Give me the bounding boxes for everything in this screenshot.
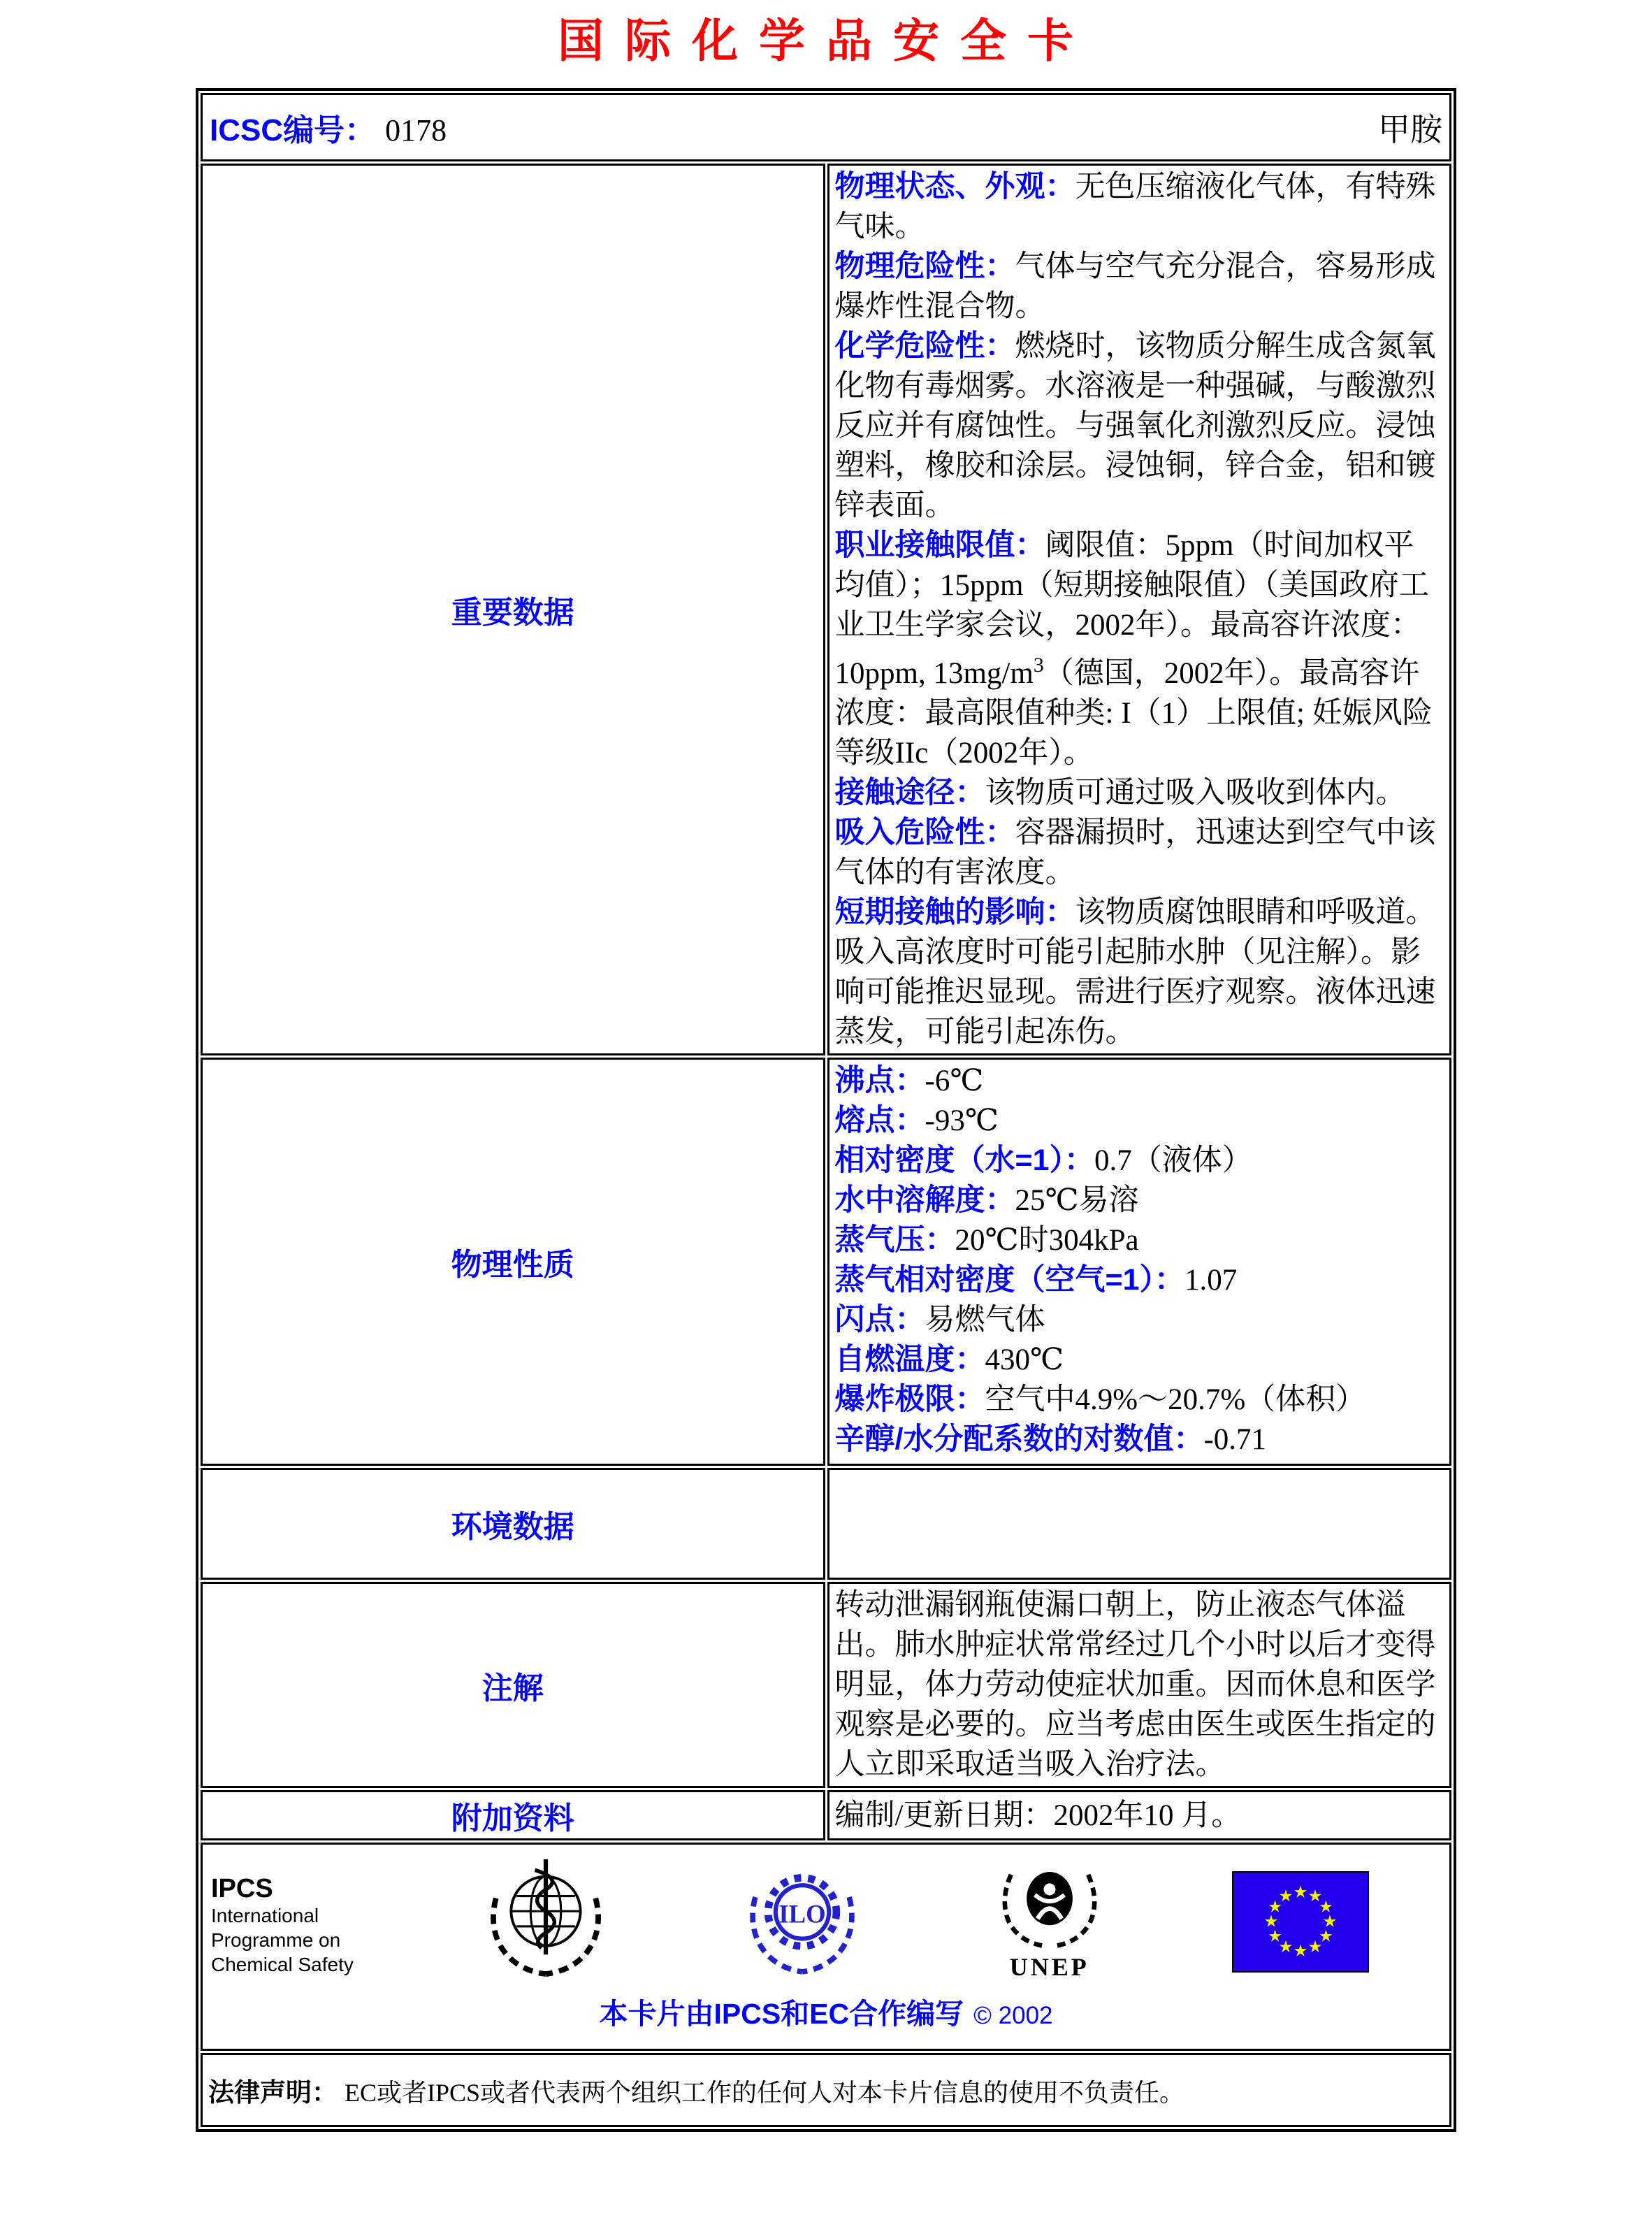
ipcs-subtitle-line: International [211,1905,319,1926]
property-label: 爆炸极限： [834,1383,985,1416]
who-logo-icon [481,1854,611,1979]
property-value: -0.71 [1203,1423,1267,1456]
section-label-additional-info: 附加资料 [201,1790,825,1840]
paragraph-physical-hazard [835,247,1444,326]
notes-row [201,1582,1451,1788]
property-value: 0.7（液体） [1094,1144,1252,1177]
important-data-row [201,164,1451,1055]
property-value: 25℃易溶 [1015,1184,1139,1217]
additional-info-text: 编制/更新日期：2002年10 月。 [834,1798,1242,1832]
property-relative-density [835,1141,1444,1181]
paragraph-exposure-routes [835,773,1444,813]
superscript-3: 3 [1033,654,1044,677]
section-label-physical-properties: 物理性质 [201,1058,825,1466]
paragraph-label: 接触途径： [834,776,985,809]
paragraph-text: 无色压缩液化气体，有特殊气味。 [834,171,1436,243]
paragraph-label: 短期接触的影响： [834,895,1075,929]
paragraph-label: 化学危险性： [834,329,1015,363]
property-vapor-density [835,1260,1444,1300]
property-value: 430℃ [985,1343,1064,1376]
paragraph-occupational-limits [835,526,1444,773]
section-label-important-data: 重要数据 [201,164,825,1055]
physical-properties-content [827,1058,1452,1466]
property-value: 20℃时304kPa [955,1224,1139,1257]
property-value: -93℃ [925,1104,999,1137]
paragraph-label: 职业接触限值： [834,528,1045,562]
eu-flag-icon [1232,1871,1369,1973]
paragraph-inhalation-risk [835,813,1444,893]
notes-content [827,1582,1452,1788]
paragraph-label: 物理状态、外观： [834,170,1075,203]
paragraph-label: 物理危险性： [834,250,1015,283]
paragraph-label: 吸入危险性： [834,816,1015,849]
paragraph-text: 容器漏损时，迅速达到空气中该气体的有害浓度。 [834,816,1436,889]
property-autoignition-temp [835,1340,1444,1380]
property-flash-point [835,1300,1444,1340]
property-explosive-limits [835,1380,1444,1420]
legal-label: 法律声明： [208,2078,338,2107]
unep-logo-text: UNEP [1009,1953,1089,1981]
ipcs-subtitle-line: Chemical Safety [211,1954,354,1975]
paragraph-physical-state [835,167,1444,247]
legal-cell [201,2053,1451,2127]
ipcs-text-block [211,1874,354,1977]
property-label: 熔点： [834,1104,925,1137]
notes-text: 转动泄漏钢瓶使漏口朝上，防止液态气体溢出。肺水肿症状常常经过几个小时以后才变得明显，体力劳动使症状加重。因而休息和医学观察是必要的。应当考虑由医生或医生指定的人立即采取适当吸入治疗法。 [834,1589,1436,1781]
additional-info-content [827,1790,1452,1840]
unep-logo-block [994,1854,1105,1980]
property-label: 相对密度（水=1）： [834,1144,1095,1177]
section-label-environmental-data: 环境数据 [201,1468,825,1580]
icsc-number-group [210,105,447,150]
ipcs-title: IPCS [211,1874,273,1903]
paragraph-text: 燃烧时，该物质分解生成含氮氧化物有毒烟雾。水溶液是一种强碱，与酸激烈反应并有腐蚀性。与强氧化剂激烈反应。浸蚀塑料，橡胶和涂层。浸蚀铜，锌合金，铝和镀锌表面。 [834,330,1436,522]
legal-text: EC或者IPCS或者代表两个组织工作的任何人对本卡片信息的使用不负责任。 [345,2079,1185,2107]
credit-text: 本卡片由IPCS和EC合作编写 [599,1998,964,2030]
header-row [201,93,1451,161]
additional-info-row [201,1790,1451,1840]
header-cell [201,93,1451,161]
paragraph-text: （德国，2002年）。最高容许浓度：最高限值种类: I（1）上限值; 妊娠风险等级IIc（2002年）。 [834,657,1433,770]
unep-logo-icon [994,1854,1105,1954]
environmental-data-content [827,1468,1452,1580]
property-label: 蒸气压： [834,1223,955,1257]
paragraph-short-term-effects [835,893,1444,1052]
section-label-notes: 注解 [201,1582,825,1788]
property-melting-point [835,1101,1444,1141]
property-value: 1.07 [1184,1264,1238,1297]
property-label: 闪点： [834,1303,925,1336]
icsc-number-label: ICSC编号： [210,113,376,147]
paragraph-text: 气体与空气充分混合，容易形成爆炸性混合物。 [834,250,1436,323]
icsc-number-value: 0178 [385,113,447,147]
ipcs-subtitle-line: Programme on [211,1929,341,1951]
ilo-logo-icon [738,1859,867,1976]
important-data-content [827,164,1452,1055]
logos-cell [201,1843,1451,2051]
paragraph-text: 该物质腐蚀眼睛和呼吸道。吸入高浓度时可能引起肺水肿（见注解）。影响可能推迟显现。需进行医疗观察。液体迅速蒸发，可能引起冻伤。 [834,896,1436,1048]
property-partition-coefficient [835,1420,1444,1459]
credit-line [203,1991,1449,2032]
property-label: 蒸气相对密度（空气=1）： [834,1263,1185,1297]
credit-year: © 2002 [973,2002,1053,2029]
logos-row [201,1843,1451,2051]
property-value: 空气中4.9%～20.7%（体积） [985,1383,1366,1416]
property-boiling-point [835,1061,1444,1101]
property-label: 自燃温度： [834,1343,985,1376]
paragraph-chemical-hazard [835,326,1444,526]
legal-row [201,2053,1451,2127]
property-water-solubility [835,1181,1444,1220]
property-label: 水中溶解度： [834,1183,1015,1217]
paragraph-text: 该物质可通过吸入吸收到体内。 [985,777,1406,809]
paragraph-text: 阈限值：5ppm（时间加权平均值）；15ppm（短期接触限值）（美国政府工业卫生学家会议，2002年）。最高容许浓度：10ppm, 13mg/m [834,529,1429,690]
property-value: -6℃ [925,1065,984,1097]
environmental-data-row [201,1468,1451,1580]
chemical-name: 甲胺 [1378,112,1442,147]
property-label: 沸点： [834,1064,925,1097]
physical-properties-row [201,1058,1451,1466]
ilo-logo-text: ILO [778,1899,827,1929]
property-value: 易燃气体 [925,1304,1045,1336]
page-title: 国际化学品安全卡 [558,16,1094,67]
icsc-card-table [196,88,1456,2132]
property-vapor-pressure [835,1220,1444,1260]
property-label: 辛醇/水分配系数的对数值： [834,1422,1204,1456]
